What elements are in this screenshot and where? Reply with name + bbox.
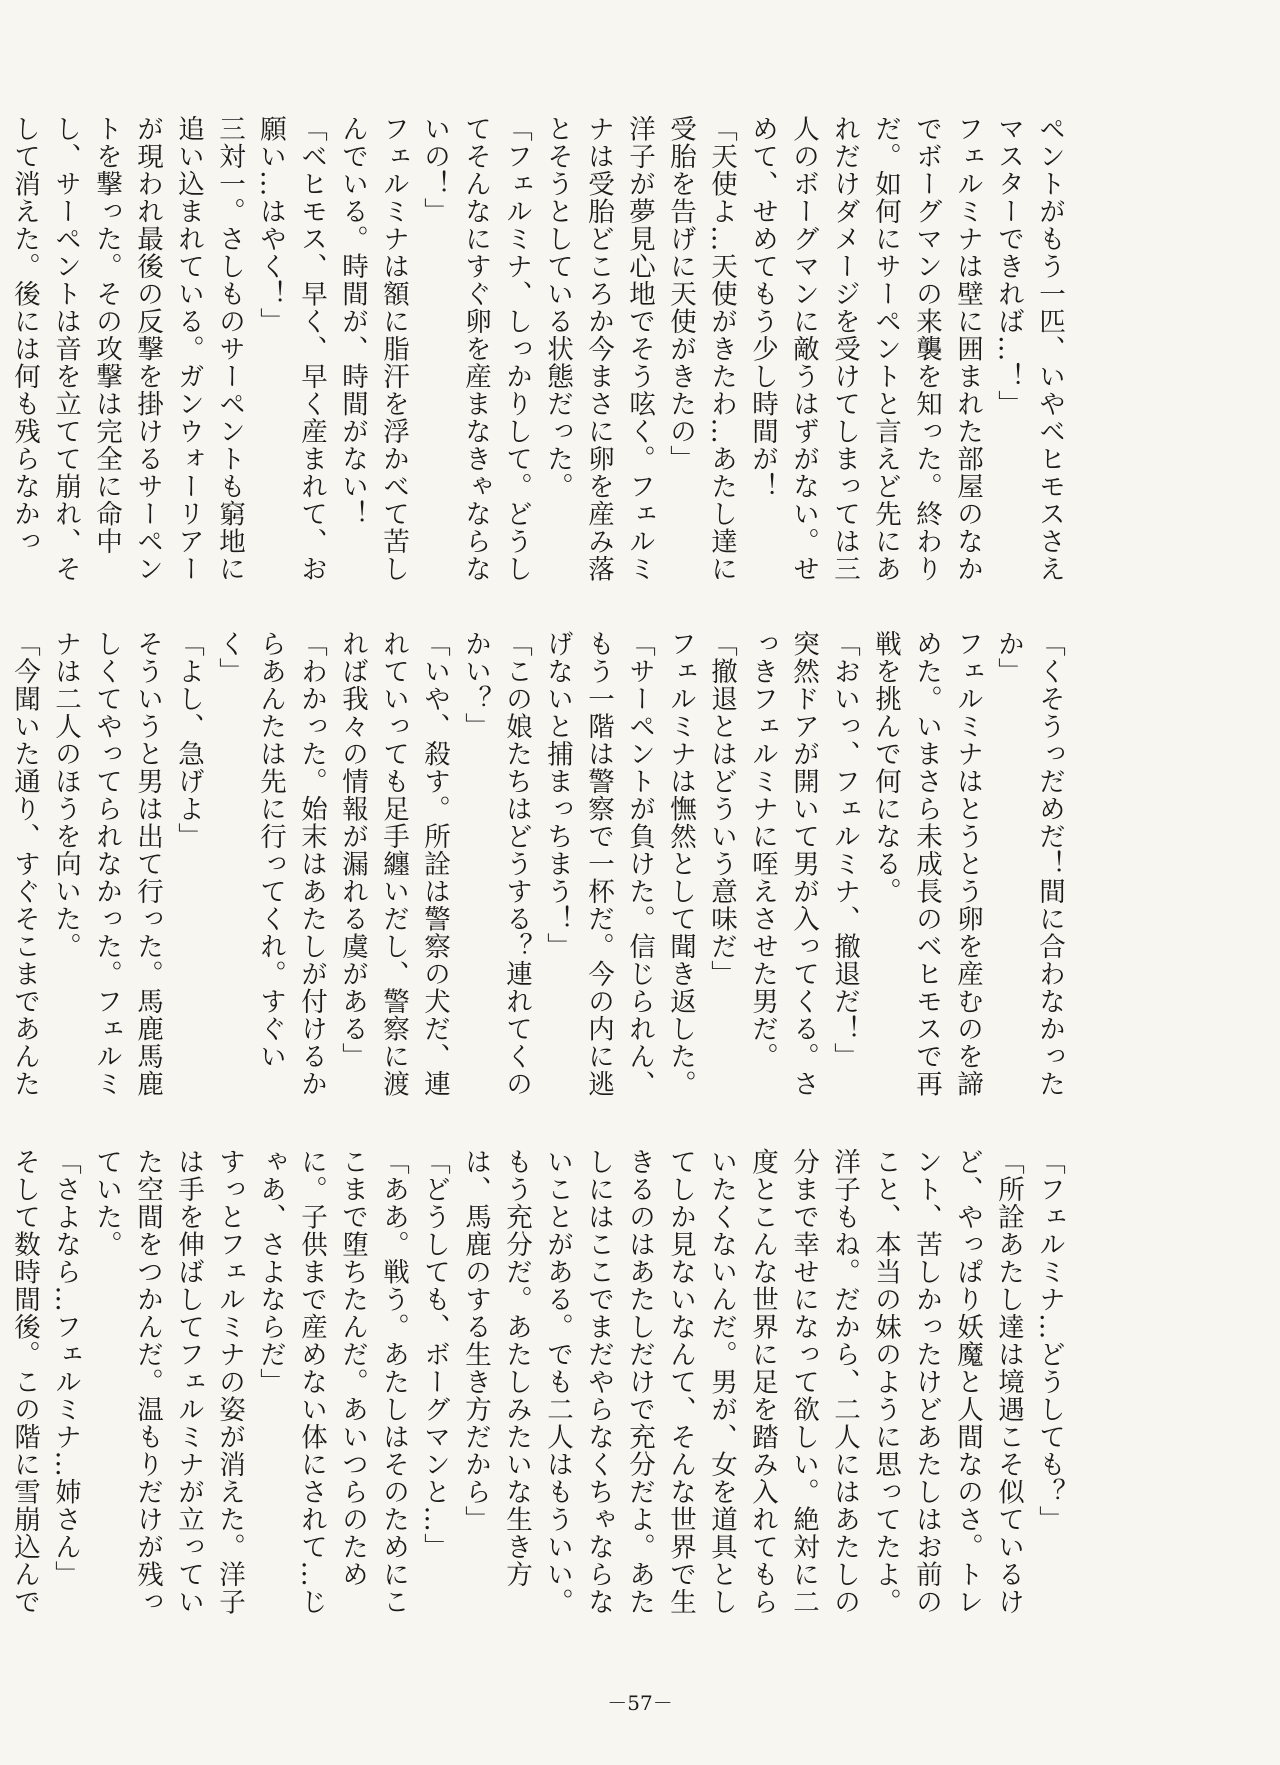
paragraph: そして数時間後。この階に雪崩込んで bbox=[9, 1148, 40, 1616]
paragraph: 突然ドアが開いて男が入ってくる。さっきフェルミナに咥えさせた男だ。 bbox=[747, 630, 819, 1098]
paragraph: 「いや、殺す。所詮は警察の犬だ、連れていっても足手纏いだし、警察に渡れば我々の情報が漏れる虞がある」 bbox=[337, 630, 450, 1098]
text-block-lower bbox=[9, 1148, 1070, 1618]
paragraph: フェルミナは額に脂汗を浮かべて苦しんでいる。時間が、時間がない！ bbox=[337, 115, 409, 583]
paragraph: フェルミナは憮然として聞き返した。 bbox=[665, 630, 696, 1098]
paragraph: 「おいっ、フェルミナ、撤退だ！」 bbox=[829, 630, 860, 1070]
paragraph: フェルミナは壁に囲まれた部屋のなかでボーグマンの来襲を知った。終わりだ。如何にサーペントと言えど先にあれだけダメージを受けてしまっては三人のボーグマンに敵うはずがない。せめて、せめてもう少し時間が！ bbox=[747, 115, 983, 583]
paragraph: 「さよなら…フェルミナ…姉さん」 bbox=[50, 1148, 81, 1588]
paragraph: 「くそうっだめだ！間に合わなかったか」 bbox=[993, 630, 1065, 1098]
paragraph: 「サーペントが負けた。信じられん、もう一階は警察で一杯だ。今の内に逃げないと捕まっちまう！」 bbox=[542, 630, 655, 1098]
paragraph: 三対一。さしものサーペントも窮地に追い込まれている。ガンウォーリアーが現われ最後の反撃を掛けるサーペントを撃った。その攻撃は完全に命中し、サーペントは音を立てて崩れ、そして消えた。後には何も残らなかっ bbox=[9, 115, 245, 583]
paragraph: フェルミナはとうとう卵を産むのを諦めた。いまさら未成長のベヒモスで再戦を挑んで何になる。 bbox=[870, 630, 983, 1098]
text-block-middle bbox=[9, 630, 1070, 1100]
paragraph: 「フェルミナ、しっかりして。どうしてそんなにすぐ卵を産まなきゃならないの！」 bbox=[419, 115, 532, 583]
paragraph: すっとフェルミナの姿が消えた。洋子は手を伸ばしてフェルミナが立っていた空間をつかんだ。温もりだけが残っていた。 bbox=[91, 1148, 245, 1616]
paragraph: そういうと男は出て行った。馬鹿馬鹿しくてやってられなかった。フェルミナは二人のほうを向いた。 bbox=[50, 630, 163, 1098]
paragraph: 「ああ。戦う。あたしはそのためにここまで堕ちたんだ。あいつらのために。子供まで産めない体にされて…じゃあ、さよならだ」 bbox=[255, 1148, 409, 1616]
paragraph: 「天使よ…天使がきたわ…あたし達に受胎を告げに天使がきたの」 bbox=[665, 115, 737, 583]
text-block-upper bbox=[9, 115, 1070, 585]
paragraph: 「どうしても、ボーグマンと…」 bbox=[419, 1148, 450, 1561]
paragraph: 「撤退とはどういう意味だ」 bbox=[706, 630, 737, 988]
paragraph: ペントがもう一匹、いやベヒモスさえマスターできれば…！」 bbox=[993, 115, 1065, 583]
paragraph: 「フェルミナ…どうしても？」 bbox=[1034, 1148, 1065, 1533]
paragraph: 「わかった。始末はあたしが付けるからあんたは先に行ってくれ。すぐいく」 bbox=[214, 630, 327, 1098]
paragraph: 「よし、急げよ」 bbox=[173, 630, 204, 850]
paragraph: 「この娘たちはどうする？連れてくのかい？」 bbox=[460, 630, 532, 1098]
paragraph: 「ベヒモス、早く、早く産まれて、お願い…はやく！」 bbox=[255, 115, 327, 583]
paragraph: 洋子が夢見心地でそう呟く。フェルミナは受胎どころか今まさに卵を産み落とそうとしている状態だった。 bbox=[542, 115, 655, 583]
page-number: －57－ bbox=[607, 1691, 673, 1715]
paragraph: 「所詮あたし達は境遇こそ似ているけど、やっぱり妖魔と人間なのさ。トレント、苦しかったけどあたしはお前のこと、本当の妹のように思ってたよ。洋子もね。だから、二人にはあたしの分まで幸せになって欲しい。絶対に二度とこんな世界に足を踏み入れてもらいたくないんだ。男が、女を道具としてしか見ないなんて、そんな世界で生きるのはあたしだけで充分だよ。あたしにはここでまだやらなくちゃならないことがある。でも二人はもういい。もう充分だ。あたしみたいな生き方は、馬鹿のする生き方だから」 bbox=[460, 1148, 1024, 1616]
paragraph: 「今聞いた通り、すぐそこまであんた bbox=[9, 630, 40, 1098]
